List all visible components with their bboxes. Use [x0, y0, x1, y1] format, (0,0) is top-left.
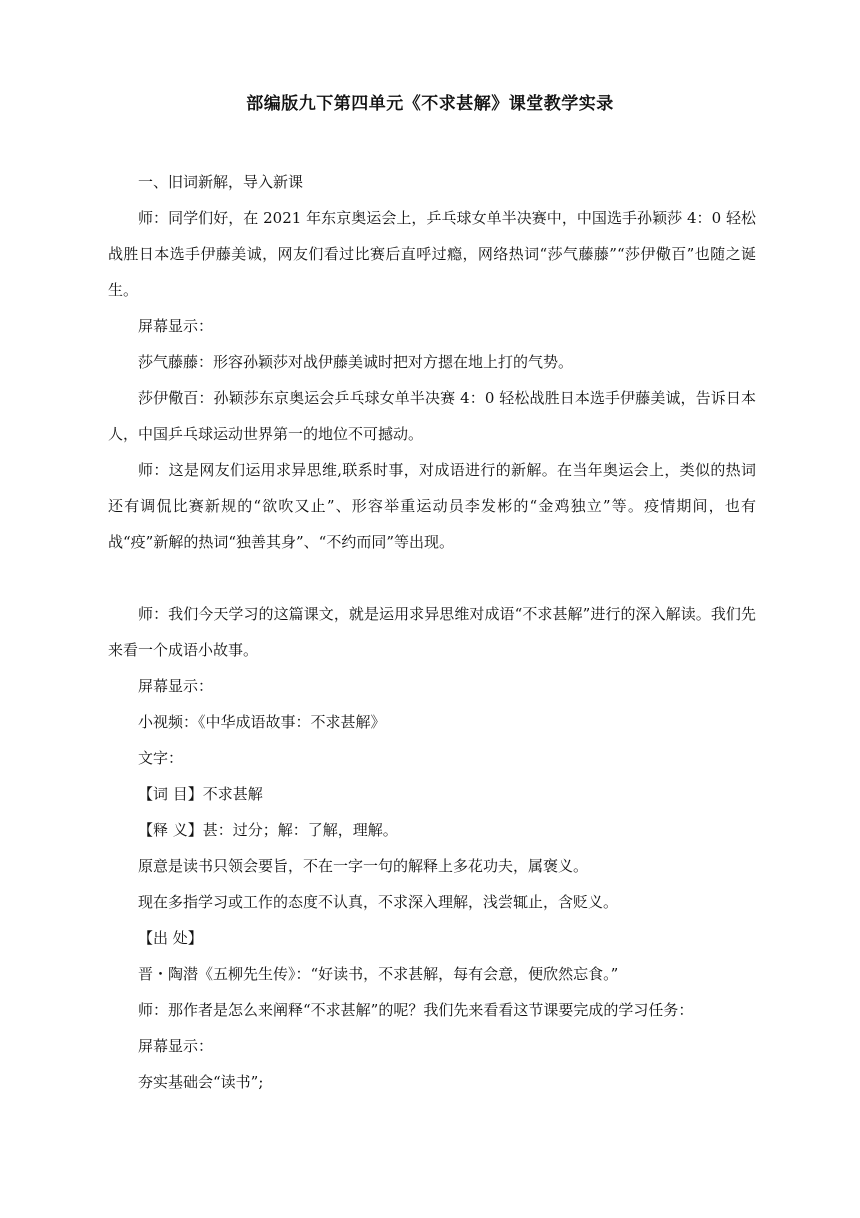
- paragraph-source-label: 【出 处】: [138, 929, 203, 947]
- section-heading: 一、旧词新解，导入新课: [138, 173, 304, 191]
- paragraph-source-quote: 晋・陶潜《五柳先生传》：“好读书，不求甚解，每有会意，便欣然忘食。”: [138, 965, 619, 983]
- paragraph-text-label: 文字：: [138, 749, 184, 767]
- paragraph-teacher-lesson: 师：我们今天学习的这篇课文，就是运用求异思维对成语“不求甚解”进行的深入解读。我们先来看一个成语小故事。: [108, 605, 756, 659]
- paragraph-definition-2: 莎伊儆百：孙颖莎东京奥运会乒乓球女单半决赛 4：0 轻松战胜日本选手伊藤美诚，告诉日本人，中国乒乓球运动世界第一的地位不可撼动。: [108, 389, 756, 443]
- document-title: 部编版九下第四单元《不求甚解》课堂教学实录: [246, 94, 614, 114]
- paragraph-screen-display-3: 屏幕显示：: [138, 1037, 214, 1055]
- paragraph-teacher-intro: 师：同学们好，在 2021 年东京奥运会上，乒乓球女单半决赛中，中国选手孙颖莎 4：0 轻松战胜日本选手伊藤美诚，网友们看过比赛后直呼过瘾，网络热词“莎气藤藤”“莎伊儆百”也随之诞生。: [108, 209, 756, 299]
- paragraph-meaning: 【释 义】甚：过分；解：了解，理解。: [138, 821, 398, 839]
- paragraph-original-meaning: 原意是读书只领会要旨，不在一字一句的解释上多花功夫，属褒义。: [138, 857, 589, 875]
- document-body: [108, 164, 756, 1100]
- paragraph-definition-1: 莎气藤藤：形容孙颖莎对战伊藤美诚时把对方摁在地上打的气势。: [138, 353, 574, 371]
- paragraph-screen-display: 屏幕显示：: [138, 317, 214, 335]
- paragraph-video: 小视频：《中华成语故事：不求甚解》: [138, 713, 386, 731]
- paragraph-task-1: 夯实基础会“读书”;: [138, 1073, 264, 1091]
- paragraph-entry: 【词 目】不求甚解: [138, 785, 263, 803]
- paragraph-current-meaning: 现在多指学习或工作的态度不认真，不求深入理解，浅尝辄止，含贬义。: [138, 893, 619, 911]
- paragraph-screen-display-2: 屏幕显示：: [138, 677, 214, 695]
- paragraph-gap: [108, 560, 756, 596]
- paragraph-teacher-explain: 师：这是网友们运用求异思维,联系时事，对成语进行的新解。在当年奥运会上，类似的热词还有调侃比赛新规的“欲吹又止”、形容举重运动员李发彬的“金鸡独立”等。疫情期间，也有战“疫”新解的热词“独善其身”、“不约而同”等出现。: [108, 461, 756, 551]
- paragraph-teacher-question: 师：那作者是怎么来阐释“不求甚解”的呢？我们先来看看这节课要完成的学习任务：: [138, 1001, 694, 1019]
